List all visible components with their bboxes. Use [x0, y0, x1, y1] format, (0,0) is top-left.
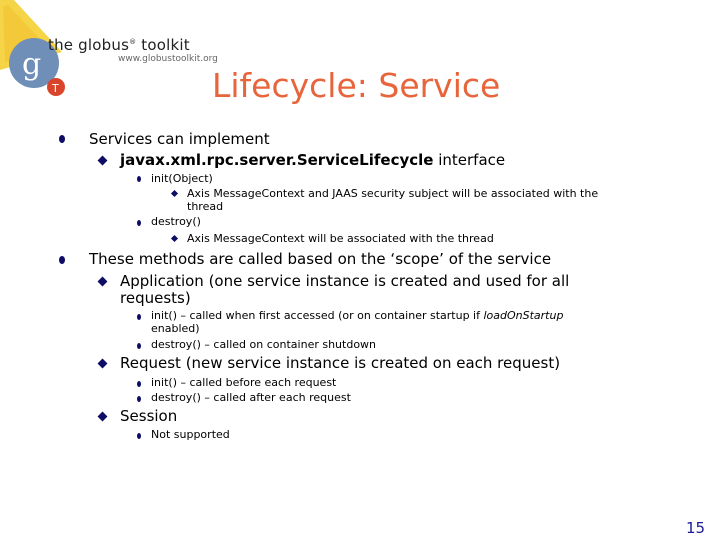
subbullet-request: Request (new service instance is created on each request): [120, 354, 561, 372]
subbullet-application-cont: requests): [120, 289, 191, 307]
page-number: 15: [686, 519, 706, 537]
bullet-diamond-icon: [171, 190, 178, 197]
desc-init-object-cont: thread: [187, 200, 224, 213]
slide-title: Lifecycle: Service: [212, 66, 501, 105]
item-destroy: destroy(): [151, 215, 201, 228]
bullet-dot-icon: [137, 220, 141, 226]
bullet-dot-icon: [137, 314, 141, 320]
desc-init-object: Axis MessageContext and JAAS security subject will be associated with the: [187, 187, 599, 200]
logo-brand-name: the globus® toolkit: [48, 36, 190, 54]
globus-toolkit-logo: [0, 0, 240, 110]
item-app-destroy: destroy() – called on container shutdown: [151, 338, 377, 351]
bullet-diamond-icon: [171, 235, 178, 242]
bullet-dot-icon: [137, 381, 141, 387]
desc-destroy: Axis MessageContext will be associated with the thread: [187, 232, 494, 245]
subbullet-service-lifecycle: javax.xml.rpc.server.ServiceLifecycle interface: [120, 151, 506, 169]
bullet-dot-icon: [59, 135, 65, 143]
bullet-scope-methods: These methods are called based on the ‘scope’ of the service: [89, 250, 552, 268]
item-app-init-cont: enabled): [151, 322, 200, 335]
item-session-not-supported: Not supported: [151, 428, 230, 441]
item-app-init: init() – called when first accessed (or on container startup if loadOnStartup: [151, 309, 564, 322]
bullet-diamond-icon: [98, 359, 108, 369]
bullet-dot-icon: [137, 343, 141, 349]
subbullet-application: Application (one service instance is created and used for all: [120, 272, 570, 290]
bullet-dot-icon: [137, 433, 141, 439]
item-request-destroy: destroy() – called after each request: [151, 391, 351, 404]
logo-letter-t: T: [52, 82, 59, 95]
logo-url: www.globustoolkit.org: [118, 54, 218, 64]
bullet-dot-icon: [137, 396, 141, 402]
bullet-dot-icon: [59, 256, 65, 264]
item-request-init: init() – called before each request: [151, 376, 337, 389]
bullet-diamond-icon: [98, 412, 108, 422]
bullet-diamond-icon: [98, 277, 108, 287]
item-init-object: init(Object): [151, 172, 213, 185]
bullet-diamond-icon: [98, 156, 108, 166]
bullet-dot-icon: [137, 176, 141, 182]
logo-letter-g: g: [22, 47, 42, 82]
subbullet-session: Session: [120, 407, 178, 425]
bullet-services-implement: Services can implement: [89, 130, 270, 148]
